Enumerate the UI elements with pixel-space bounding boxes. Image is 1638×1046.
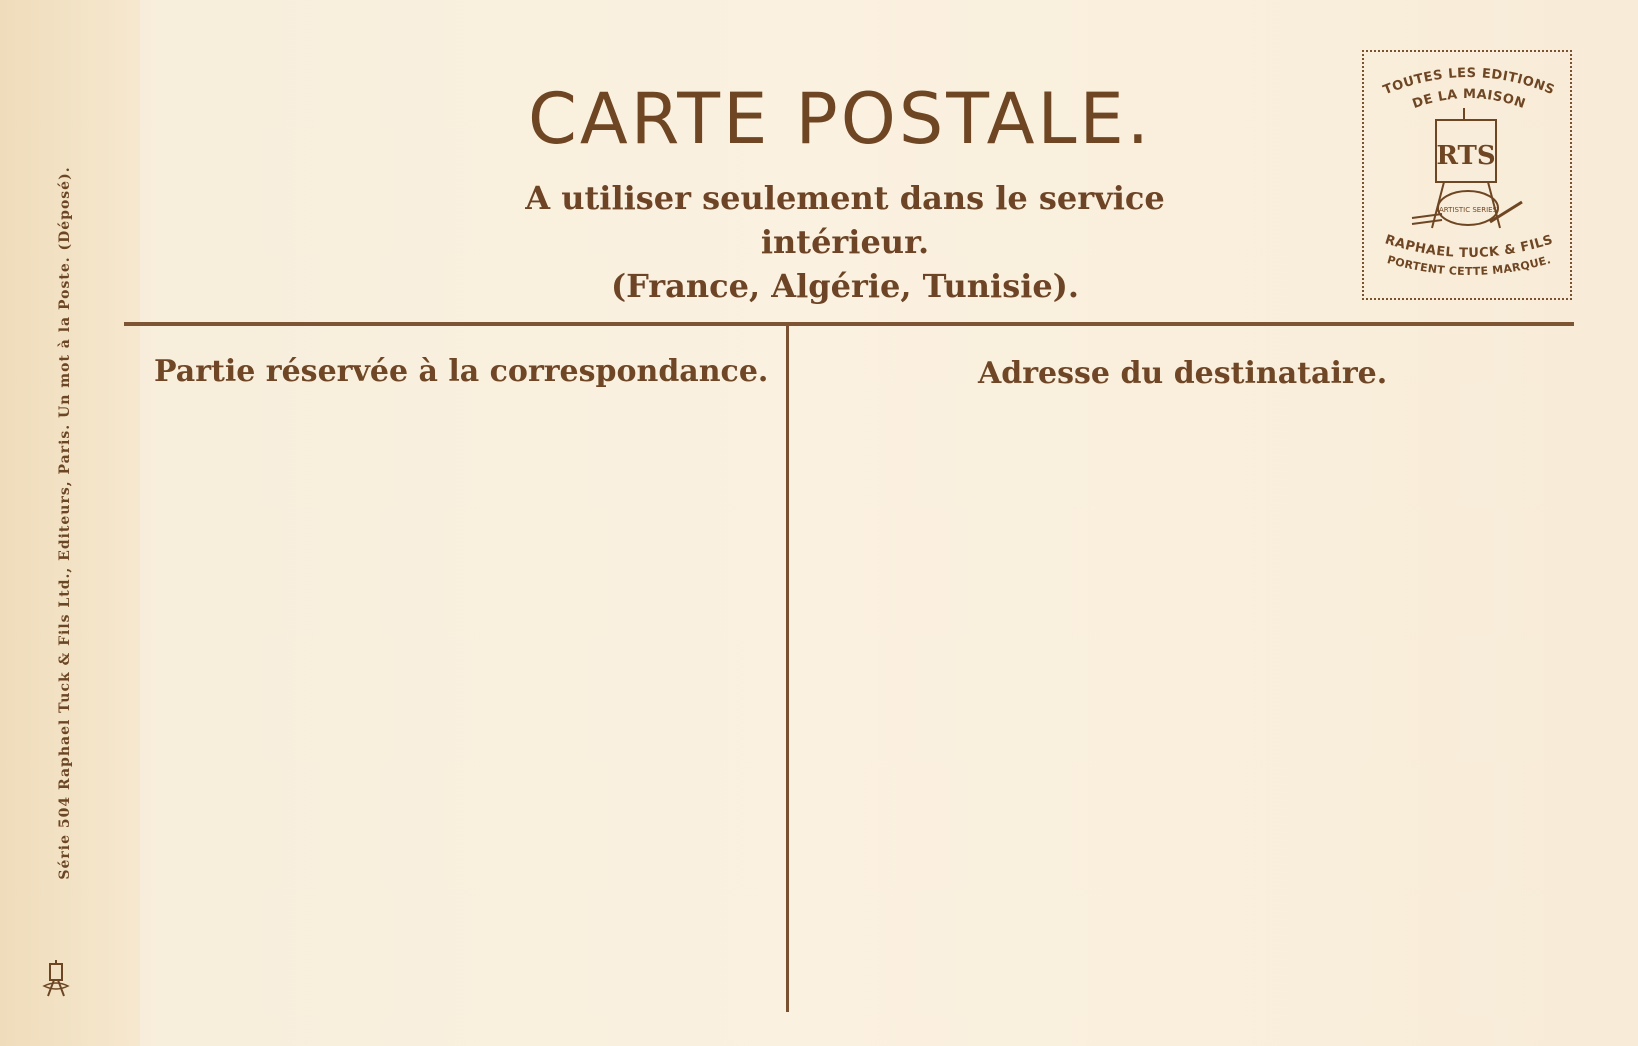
stamp-bottom-text-2: PORTENT CETTE MARQUE. xyxy=(1385,253,1553,279)
card-subtitle xyxy=(450,176,1240,308)
easel-logo-icon xyxy=(42,958,70,998)
stamp-top-text-2: DE LA MAISON xyxy=(1410,86,1528,113)
subtitle-line-1: A utiliser seulement dans le service intérieur. xyxy=(525,179,1165,261)
side-imprint xyxy=(57,108,97,938)
stamp-monogram: RTS xyxy=(1436,141,1496,171)
card-title: CARTE POSTALE. xyxy=(528,78,1152,160)
vertical-divider xyxy=(786,326,789,1012)
svg-text:RAPHAEL TUCK & FILS xyxy=(1383,232,1555,261)
stamp-box xyxy=(1362,50,1572,300)
stamp-bottom-text: RAPHAEL TUCK & FILS xyxy=(1383,232,1555,262)
horizontal-divider xyxy=(124,322,1574,326)
stamp-top-text: TOUTES LES EDITIONS xyxy=(1381,65,1557,99)
address-label: Adresse du destinataire. xyxy=(978,356,1388,391)
trademark-emblem xyxy=(1364,52,1574,302)
svg-text:DE LA MAISON xyxy=(1411,87,1528,112)
subtitle-line-2: (France, Algérie, Tunisie). xyxy=(610,267,1080,305)
correspondence-label: Partie réservée à la correspondance. xyxy=(154,354,769,389)
publisher-imprint-text: Série 504 Raphael Tuck & Fils Ltd., Editeurs, Paris. Un mot à la Poste. (Déposé). xyxy=(57,166,73,880)
stamp-palette-text: ARTISTIC SERIES xyxy=(1438,206,1498,214)
